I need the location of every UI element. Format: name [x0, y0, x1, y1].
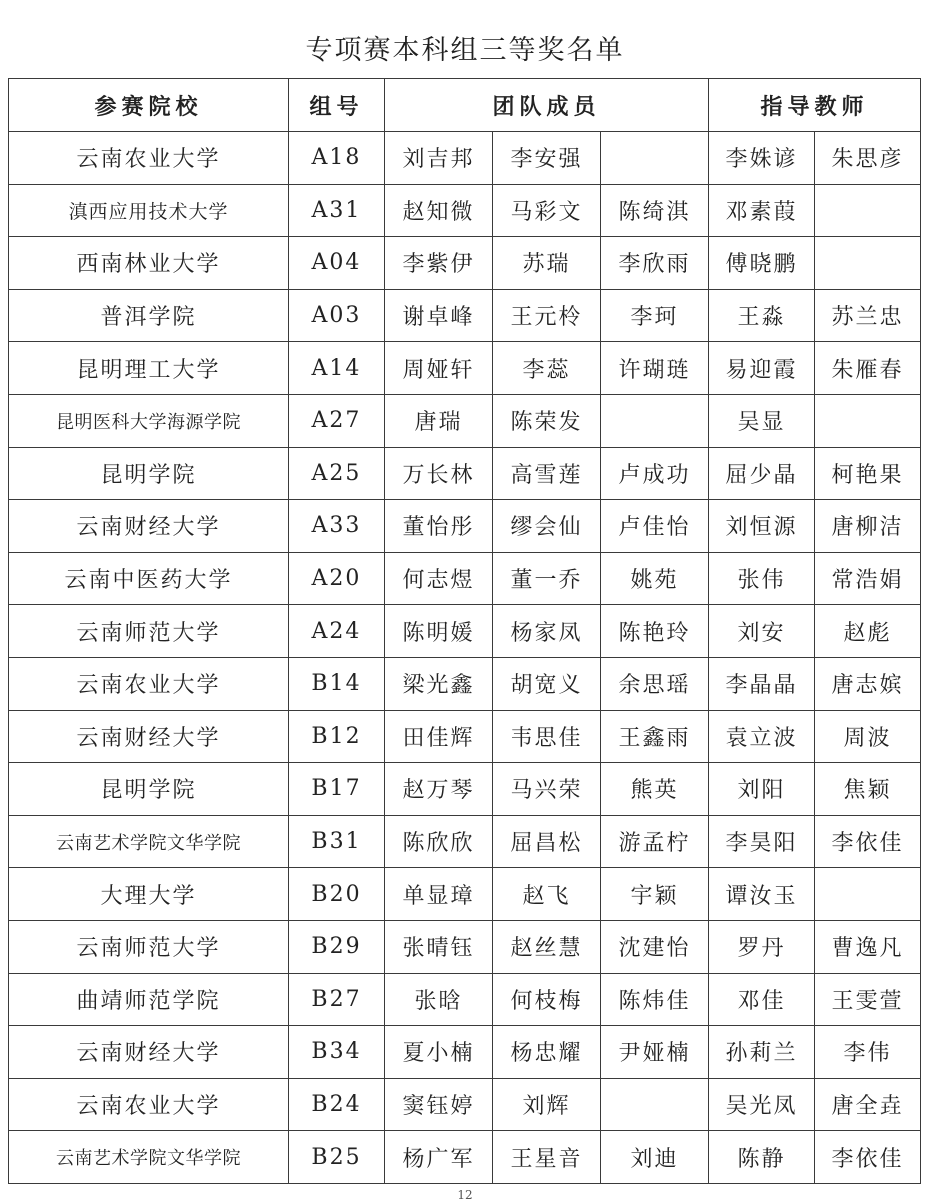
table-row: [9, 184, 921, 237]
cell-group: A03: [289, 289, 385, 342]
cell-member-1: 窦钰婷: [385, 1078, 493, 1131]
cell-member-2: 苏瑞: [493, 237, 601, 290]
cell-member-2: 高雪莲: [493, 447, 601, 500]
cell-member-3: 卢佳怡: [601, 500, 709, 553]
header-school: 参赛院校: [9, 79, 289, 132]
cell-member-3: 王鑫雨: [601, 710, 709, 763]
cell-group: B31: [289, 815, 385, 868]
cell-member-3: 熊英: [601, 763, 709, 816]
cell-advisor-1: 吴光凤: [709, 1078, 815, 1131]
table-row: [9, 973, 921, 1026]
cell-group: B34: [289, 1026, 385, 1079]
cell-group: A25: [289, 447, 385, 500]
cell-school: 昆明学院: [9, 447, 289, 500]
table-row: [9, 763, 921, 816]
table-row: [9, 237, 921, 290]
cell-school: 云南师范大学: [9, 920, 289, 973]
cell-advisor-1: 李姝谚: [709, 132, 815, 185]
cell-advisor-1: 袁立波: [709, 710, 815, 763]
cell-group: A14: [289, 342, 385, 395]
cell-group: B14: [289, 657, 385, 710]
cell-member-3: 姚苑: [601, 552, 709, 605]
cell-group: B24: [289, 1078, 385, 1131]
cell-member-1: 张晗: [385, 973, 493, 1026]
cell-group: A27: [289, 394, 385, 447]
cell-school: 云南财经大学: [9, 710, 289, 763]
cell-member-1: 刘吉邦: [385, 132, 493, 185]
cell-member-3: 李珂: [601, 289, 709, 342]
cell-member-1: 张晴钰: [385, 920, 493, 973]
cell-member-1: 单显璋: [385, 868, 493, 921]
table-row: [9, 552, 921, 605]
cell-group: A04: [289, 237, 385, 290]
cell-advisor-2: 朱雁春: [815, 342, 921, 395]
cell-member-2: 赵丝慧: [493, 920, 601, 973]
cell-member-3: 余思瑶: [601, 657, 709, 710]
table-row: [9, 815, 921, 868]
cell-member-2: 屈昌松: [493, 815, 601, 868]
cell-member-3: 陈炜佳: [601, 973, 709, 1026]
table-row: [9, 132, 921, 185]
cell-advisor-2: 唐柳洁: [815, 500, 921, 553]
cell-member-2: 李蕊: [493, 342, 601, 395]
cell-advisor-2: [815, 394, 921, 447]
cell-school: 云南农业大学: [9, 132, 289, 185]
cell-advisor-2: 李依佳: [815, 1131, 921, 1184]
cell-member-1: 田佳辉: [385, 710, 493, 763]
cell-member-1: 赵知微: [385, 184, 493, 237]
cell-member-1: 谢卓峰: [385, 289, 493, 342]
cell-member-3: 游孟柠: [601, 815, 709, 868]
cell-advisor-1: 易迎霞: [709, 342, 815, 395]
table-row: [9, 1078, 921, 1131]
cell-group: B20: [289, 868, 385, 921]
table-body: [9, 132, 921, 1184]
page-number: 12: [457, 1188, 473, 1202]
cell-advisor-2: 焦颖: [815, 763, 921, 816]
cell-advisor-2: [815, 237, 921, 290]
cell-member-2: 马兴荣: [493, 763, 601, 816]
cell-advisor-2: 朱思彦: [815, 132, 921, 185]
cell-school: 云南农业大学: [9, 1078, 289, 1131]
cell-member-1: 董怡彤: [385, 500, 493, 553]
header-row: [9, 79, 921, 132]
cell-advisor-2: 苏兰忠: [815, 289, 921, 342]
cell-advisor-1: 陈静: [709, 1131, 815, 1184]
cell-member-1: 梁光鑫: [385, 657, 493, 710]
cell-school: 昆明医科大学海源学院: [9, 394, 289, 447]
cell-member-2: 马彩文: [493, 184, 601, 237]
header-members: 团队成员: [385, 79, 709, 132]
cell-member-2: 王元柃: [493, 289, 601, 342]
cell-advisor-2: 常浩娟: [815, 552, 921, 605]
cell-advisor-2: 唐全垚: [815, 1078, 921, 1131]
cell-member-3: [601, 1078, 709, 1131]
cell-member-2: 杨忠耀: [493, 1026, 601, 1079]
table-row: [9, 342, 921, 395]
cell-advisor-2: 周波: [815, 710, 921, 763]
cell-member-2: 韦思佳: [493, 710, 601, 763]
cell-advisor-1: 刘安: [709, 605, 815, 658]
cell-member-1: 陈明媛: [385, 605, 493, 658]
table-row: [9, 868, 921, 921]
cell-member-2: 陈荣发: [493, 394, 601, 447]
cell-group: A20: [289, 552, 385, 605]
cell-advisor-1: 李晶晶: [709, 657, 815, 710]
table-row: [9, 1026, 921, 1079]
cell-advisor-1: 张伟: [709, 552, 815, 605]
cell-member-1: 夏小楠: [385, 1026, 493, 1079]
cell-school: 普洱学院: [9, 289, 289, 342]
header-group: 组号: [289, 79, 385, 132]
cell-member-2: 李安强: [493, 132, 601, 185]
cell-member-3: 尹娅楠: [601, 1026, 709, 1079]
cell-school: 云南财经大学: [9, 1026, 289, 1079]
table-row: [9, 710, 921, 763]
table-row: [9, 394, 921, 447]
cell-school: 云南财经大学: [9, 500, 289, 553]
cell-member-2: 杨家凤: [493, 605, 601, 658]
cell-school: 云南师范大学: [9, 605, 289, 658]
cell-advisor-2: 王雯萱: [815, 973, 921, 1026]
cell-school: 大理大学: [9, 868, 289, 921]
cell-school: 曲靖师范学院: [9, 973, 289, 1026]
table-row: [9, 1131, 921, 1184]
cell-advisor-2: [815, 184, 921, 237]
cell-member-1: 周娅轩: [385, 342, 493, 395]
cell-member-1: 何志煜: [385, 552, 493, 605]
cell-school: 昆明学院: [9, 763, 289, 816]
table-row: [9, 500, 921, 553]
document-title: 专项赛本科组三等奖名单: [305, 35, 625, 66]
cell-member-1: 唐瑞: [385, 394, 493, 447]
cell-advisor-1: 邓素葭: [709, 184, 815, 237]
cell-advisor-2: 曹逸凡: [815, 920, 921, 973]
cell-member-2: 刘辉: [493, 1078, 601, 1131]
cell-member-3: 沈建怡: [601, 920, 709, 973]
award-table: [8, 78, 921, 1184]
cell-member-2: 赵飞: [493, 868, 601, 921]
cell-member-2: 董一乔: [493, 552, 601, 605]
cell-advisor-2: 李依佳: [815, 815, 921, 868]
cell-school: 云南艺术学院文华学院: [9, 815, 289, 868]
cell-group: A33: [289, 500, 385, 553]
cell-group: B29: [289, 920, 385, 973]
cell-advisor-1: 刘阳: [709, 763, 815, 816]
cell-advisor-2: 李伟: [815, 1026, 921, 1079]
cell-advisor-2: 唐志嫔: [815, 657, 921, 710]
cell-member-3: [601, 394, 709, 447]
cell-advisor-2: 赵彪: [815, 605, 921, 658]
cell-school: 云南中医药大学: [9, 552, 289, 605]
table-row: [9, 447, 921, 500]
cell-advisor-1: 罗丹: [709, 920, 815, 973]
table-row: [9, 605, 921, 658]
cell-member-1: 杨广军: [385, 1131, 493, 1184]
cell-group: B12: [289, 710, 385, 763]
cell-member-2: 王星音: [493, 1131, 601, 1184]
cell-school: 滇西应用技术大学: [9, 184, 289, 237]
cell-advisor-1: 李昊阳: [709, 815, 815, 868]
cell-group: A18: [289, 132, 385, 185]
cell-group: B27: [289, 973, 385, 1026]
cell-advisor-2: [815, 868, 921, 921]
table-row: [9, 657, 921, 710]
cell-member-2: 缪会仙: [493, 500, 601, 553]
cell-school: 昆明理工大学: [9, 342, 289, 395]
cell-advisor-1: 谭汝玉: [709, 868, 815, 921]
cell-member-1: 万长林: [385, 447, 493, 500]
cell-member-3: 宇颖: [601, 868, 709, 921]
table-row: [9, 920, 921, 973]
cell-member-3: 陈艳玲: [601, 605, 709, 658]
cell-advisor-1: 吴显: [709, 394, 815, 447]
cell-advisor-2: 柯艳果: [815, 447, 921, 500]
cell-group: A24: [289, 605, 385, 658]
cell-group: A31: [289, 184, 385, 237]
cell-member-1: 陈欣欣: [385, 815, 493, 868]
cell-school: 西南林业大学: [9, 237, 289, 290]
cell-school: 云南农业大学: [9, 657, 289, 710]
header-advisors: 指导教师: [709, 79, 921, 132]
cell-advisor-1: 傅晓鹏: [709, 237, 815, 290]
cell-member-3: 卢成功: [601, 447, 709, 500]
cell-advisor-1: 王淼: [709, 289, 815, 342]
cell-advisor-1: 屈少晶: [709, 447, 815, 500]
cell-group: B17: [289, 763, 385, 816]
cell-advisor-1: 孙莉兰: [709, 1026, 815, 1079]
cell-group: B25: [289, 1131, 385, 1184]
cell-school: 云南艺术学院文华学院: [9, 1131, 289, 1184]
cell-advisor-1: 邓佳: [709, 973, 815, 1026]
cell-advisor-1: 刘恒源: [709, 500, 815, 553]
cell-member-1: 李紫伊: [385, 237, 493, 290]
table-row: [9, 289, 921, 342]
cell-member-3: 陈绮淇: [601, 184, 709, 237]
cell-member-2: 何枝梅: [493, 973, 601, 1026]
cell-member-3: 刘迪: [601, 1131, 709, 1184]
cell-member-1: 赵万琴: [385, 763, 493, 816]
cell-member-2: 胡宽义: [493, 657, 601, 710]
cell-member-3: [601, 132, 709, 185]
cell-member-3: 李欣雨: [601, 237, 709, 290]
cell-member-3: 许瑚琏: [601, 342, 709, 395]
